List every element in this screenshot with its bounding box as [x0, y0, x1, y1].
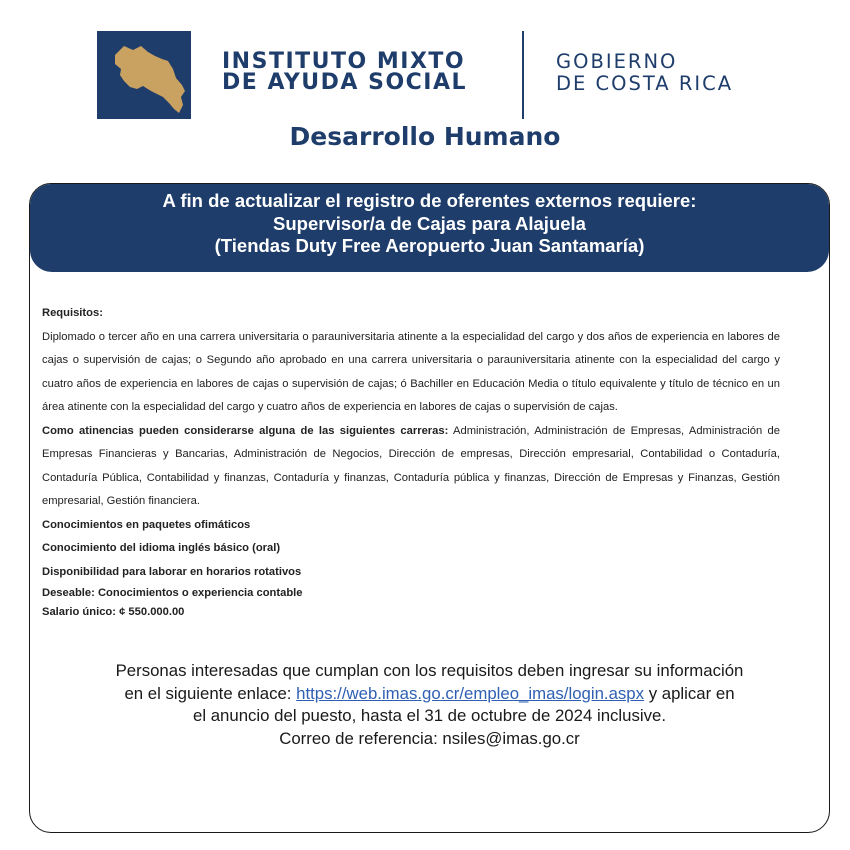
application-instructions [30, 660, 829, 750]
requirements-text: Diplomado o tercer año en una carrera universitaria o parauniversitaria atinente a la especialidad del cargo y dos años de experiencia en labores de cajas o supervisión de cajas; o Segundo año aprobado en una carrera universitaria o parauniversitaria atinente con la especialidad del cargo y cuatro años de experiencia en labores de cajas o supervisión de cajas; ó Bachiller en Educación Media o título equivalente y título de técnico en un área atinente con la especialidad del cargo y cuatro años de experiencia en labores de cajas o supervisión de cajas. [42, 330, 780, 413]
banner-job-title: Supervisor/a de Cajas para Alajuela [273, 212, 586, 234]
reference-email: Correo de referencia: nsiles@imas.go.cr [279, 728, 580, 748]
org-name-line1: INSTITUTO MIXTO [222, 49, 466, 74]
instructions-link-suffix: y aplicar en [644, 683, 735, 703]
requirements-heading: Requisitos: [42, 307, 103, 319]
instructions-line1: Personas interesadas que cumplan con los requisitos deben ingresar su información [115, 661, 744, 680]
knowledge-office: Conocimientos en paquetes ofimáticos [42, 518, 251, 531]
org-name-line2: DE AYUDA SOCIAL [222, 70, 468, 95]
gov-name-line2: DE COSTA RICA [556, 72, 734, 95]
organization-name [222, 51, 467, 93]
knowledge-english: Conocimiento del idioma inglés básico (oral) [42, 542, 281, 554]
requirements-section [42, 302, 780, 622]
careers-label: Como atinencias pueden considerarse alguna de las siguientes carreras: [42, 424, 449, 437]
department-title: Desarrollo Humano [289, 122, 561, 151]
banner-location: (Tiendas Duty Free Aeropuerto Juan Santamaría) [214, 235, 645, 256]
gov-name-line1: GOBIERNO [556, 50, 678, 73]
instructions-deadline: el anuncio del puesto, hasta el 31 de octubre de 2024 inclusive. [192, 706, 666, 725]
banner-line1: A fin de actualizar el registro de oferentes externos requiere: [162, 190, 697, 211]
instructions-link-prefix: en el siguiente enlace: [124, 683, 297, 703]
header-divider [522, 31, 524, 119]
salary: Salario único: ¢ 550.000.00 [42, 606, 185, 618]
imas-logo [97, 31, 191, 119]
application-link[interactable]: https://web.imas.go.cr/empleo_imas/login.aspx [296, 683, 645, 703]
careers-list: Administración, Administración de Empresas, Administración de Empresas Financieras y Bancarias, Administración de Negocios, Dirección de empresas, Dirección empresarial, Contabilidad o Contaduría, Contaduría Pública, Contabilidad y finanzas, Contaduría y finanzas, Contaduría pública y finanzas, Dirección de Empresas y Finanzas, Gestión empresarial, Gestión financiera. [42, 424, 780, 507]
careers-paragraph [42, 420, 780, 514]
desirable-requirement: Deseable: Conocimientos o experiencia contable [42, 587, 303, 599]
job-posting-card [29, 183, 830, 833]
availability-requirement: Disponibilidad para laborar en horarios rotativos [42, 565, 302, 578]
instructions-line2 [30, 683, 829, 706]
costa-rica-map-icon [97, 31, 191, 119]
government-name [556, 51, 733, 95]
job-banner [30, 184, 829, 272]
